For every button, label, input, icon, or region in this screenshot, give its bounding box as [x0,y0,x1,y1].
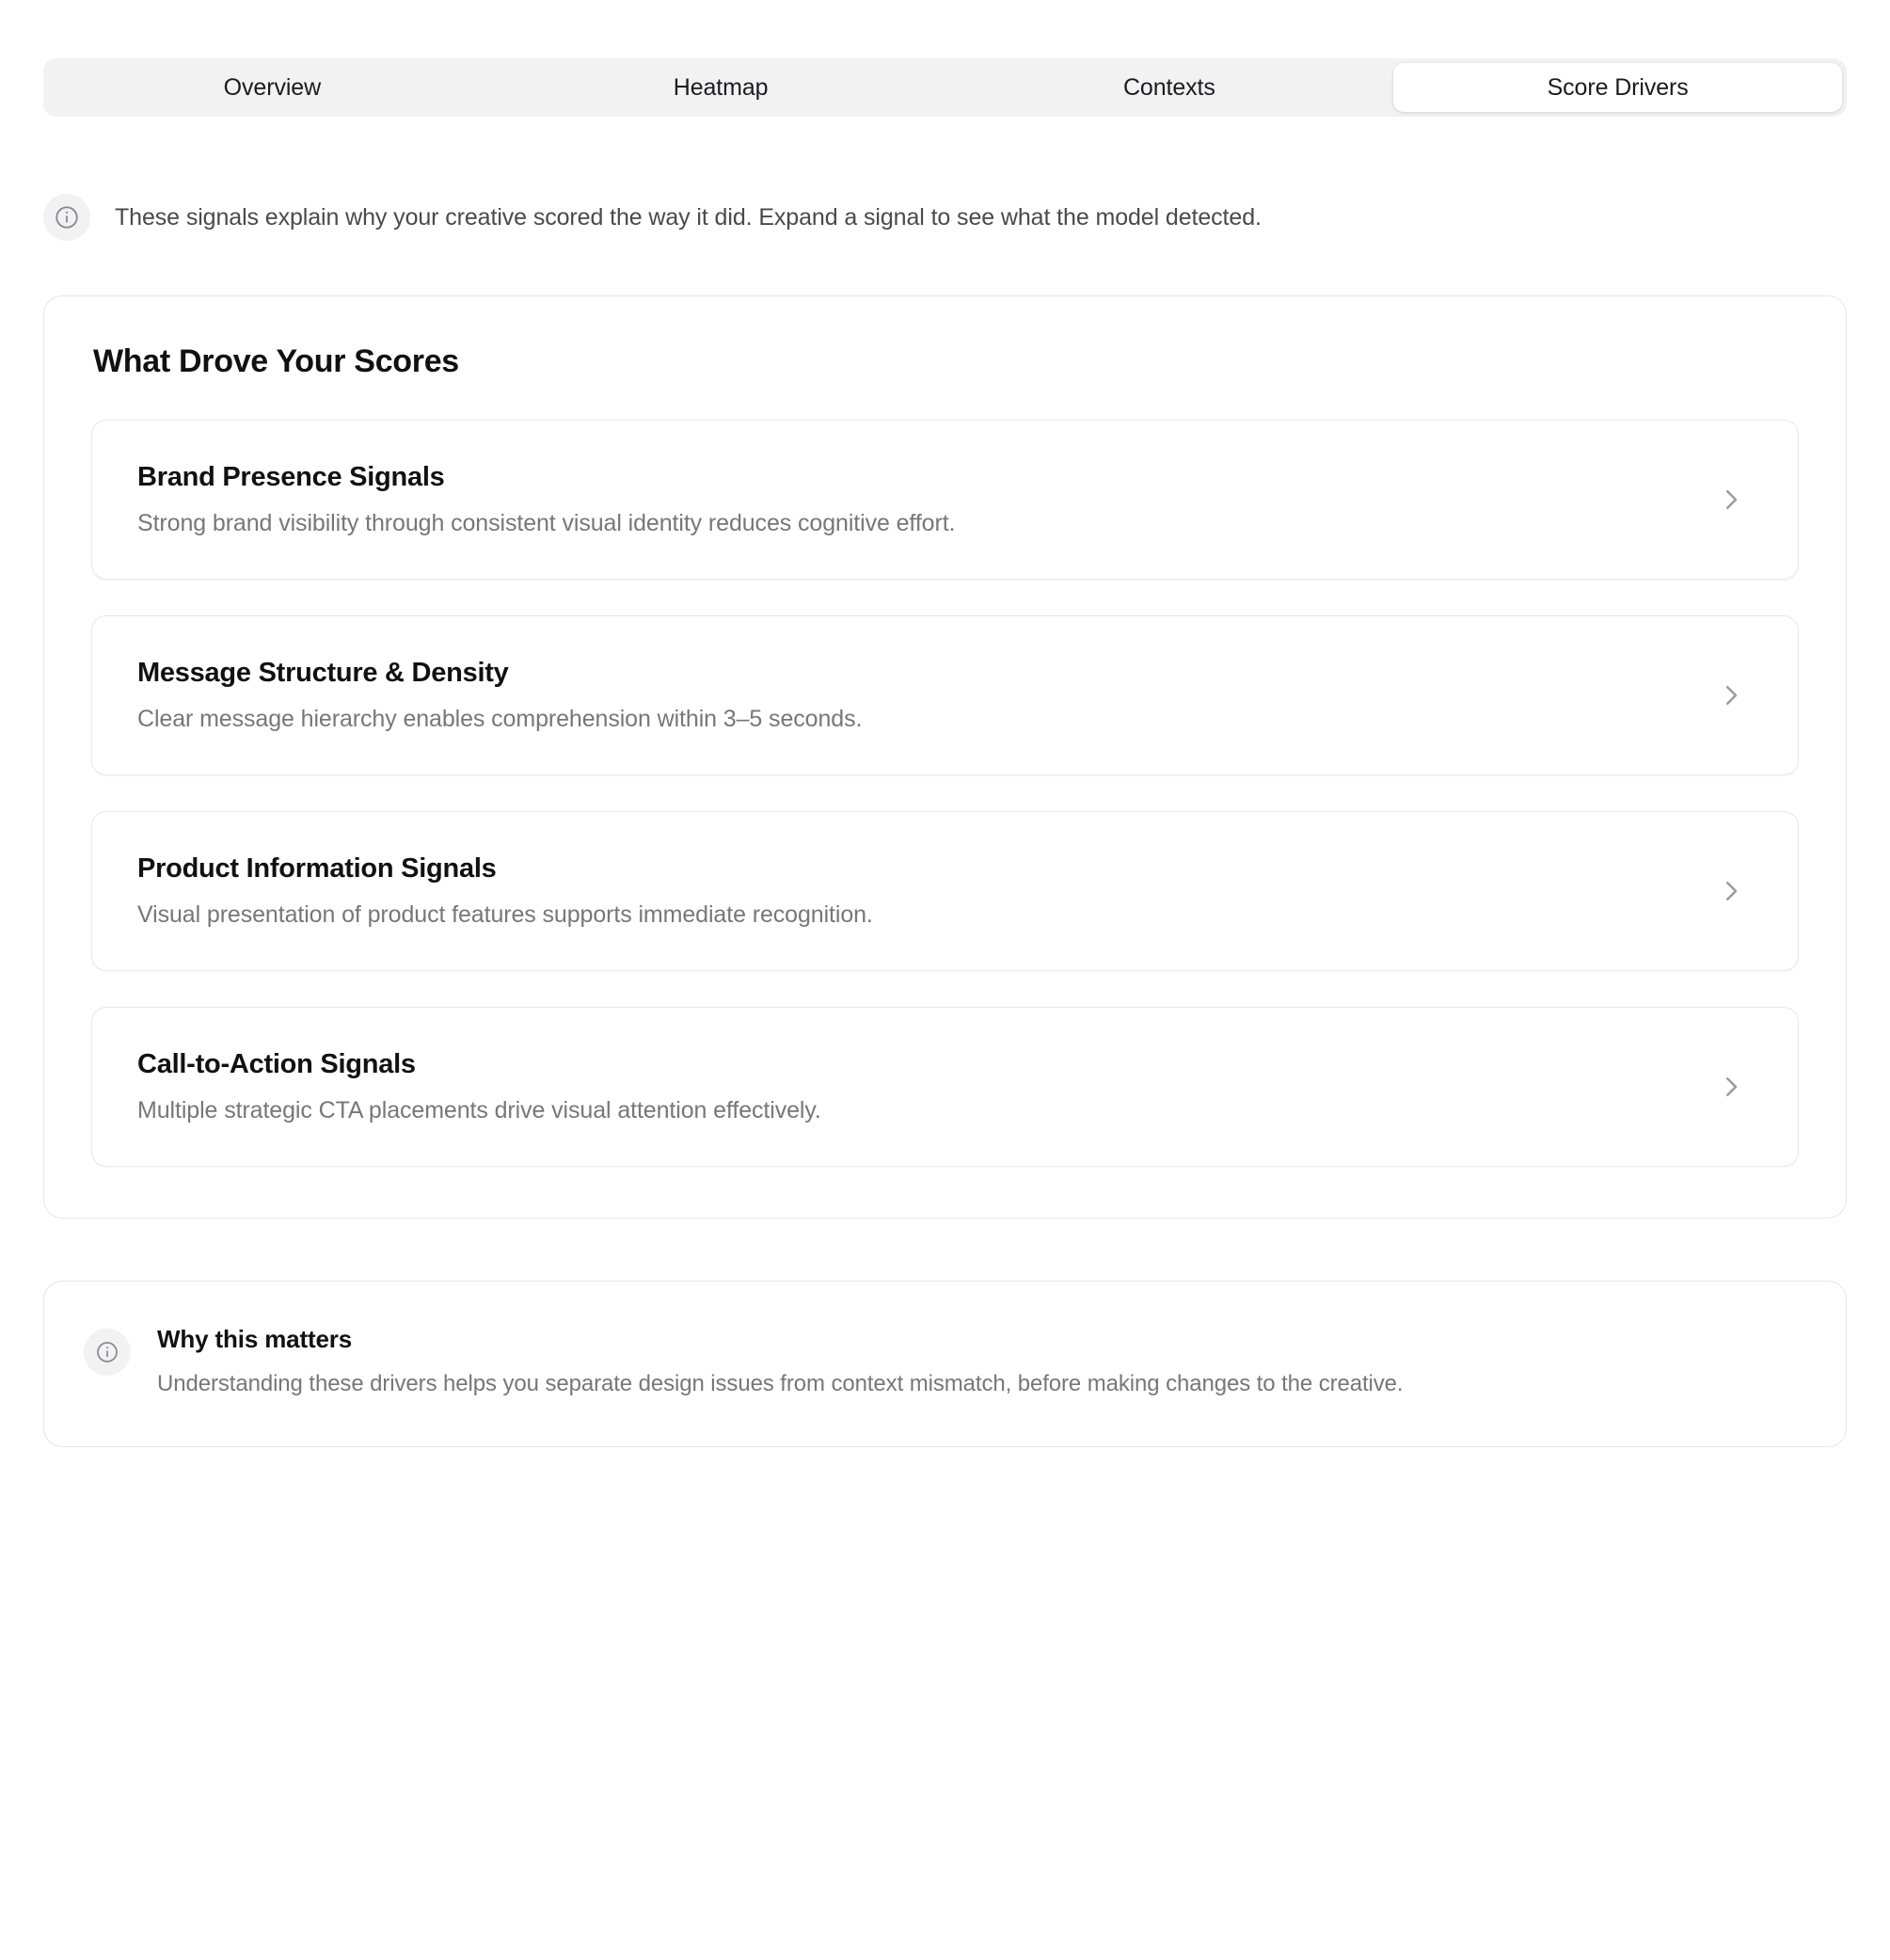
signal-row-call-to-action[interactable] [91,1007,1799,1167]
chevron-right-icon[interactable] [1717,681,1745,709]
signal-list [91,420,1799,1167]
tab-score-drivers[interactable]: Score Drivers [1393,63,1842,112]
why-title: Why this matters [157,1325,353,1353]
signal-description: Multiple strategic CTA placements drive visual attention effectively. [137,1097,821,1123]
tab-bar [43,58,1847,117]
signal-title: Call-to-Action Signals [137,1049,416,1079]
hint-text: These signals explain why your creative scored the way it did. Expand a signal to see what the model detected. [115,203,1262,231]
hint-row [43,194,1847,241]
info-icon [43,194,90,241]
signal-title: Message Structure & Density [137,658,509,688]
tab-contexts[interactable]: Contexts [1122,73,1215,101]
signal-row-message-structure[interactable] [91,615,1799,775]
signal-title: Brand Presence Signals [137,462,445,492]
signal-description: Strong brand visibility through consistent visual identity reduces cognitive effort. [137,510,956,536]
why-this-matters-card [43,1281,1847,1447]
chevron-right-icon[interactable] [1717,486,1745,514]
signal-texts [137,462,955,537]
signal-texts [137,853,873,929]
signal-description: Visual presentation of product features supports immediate recognition. [137,901,873,928]
signal-description: Clear message hierarchy enables comprehension within 3–5 seconds. [137,706,863,732]
signal-texts [137,658,862,733]
signal-texts [137,1049,821,1124]
signal-row-brand-presence[interactable] [91,420,1799,580]
chevron-right-icon[interactable] [1717,877,1745,905]
info-icon [84,1329,131,1376]
score-drivers-page [0,58,1890,1960]
page-title: What Drove Your Scores [93,343,459,379]
chevron-right-icon[interactable] [1717,1073,1745,1101]
signal-title: Product Information Signals [137,853,497,884]
why-texts [157,1325,1404,1397]
why-body: Understanding these drivers helps you separate design issues from context mismatch, before making changes to the creative. [157,1371,1404,1396]
what-drove-scores-card [43,295,1847,1219]
tab-overview[interactable]: Overview [223,73,322,101]
signal-row-product-information[interactable] [91,811,1799,971]
tab-heatmap[interactable]: Heatmap [673,73,769,101]
